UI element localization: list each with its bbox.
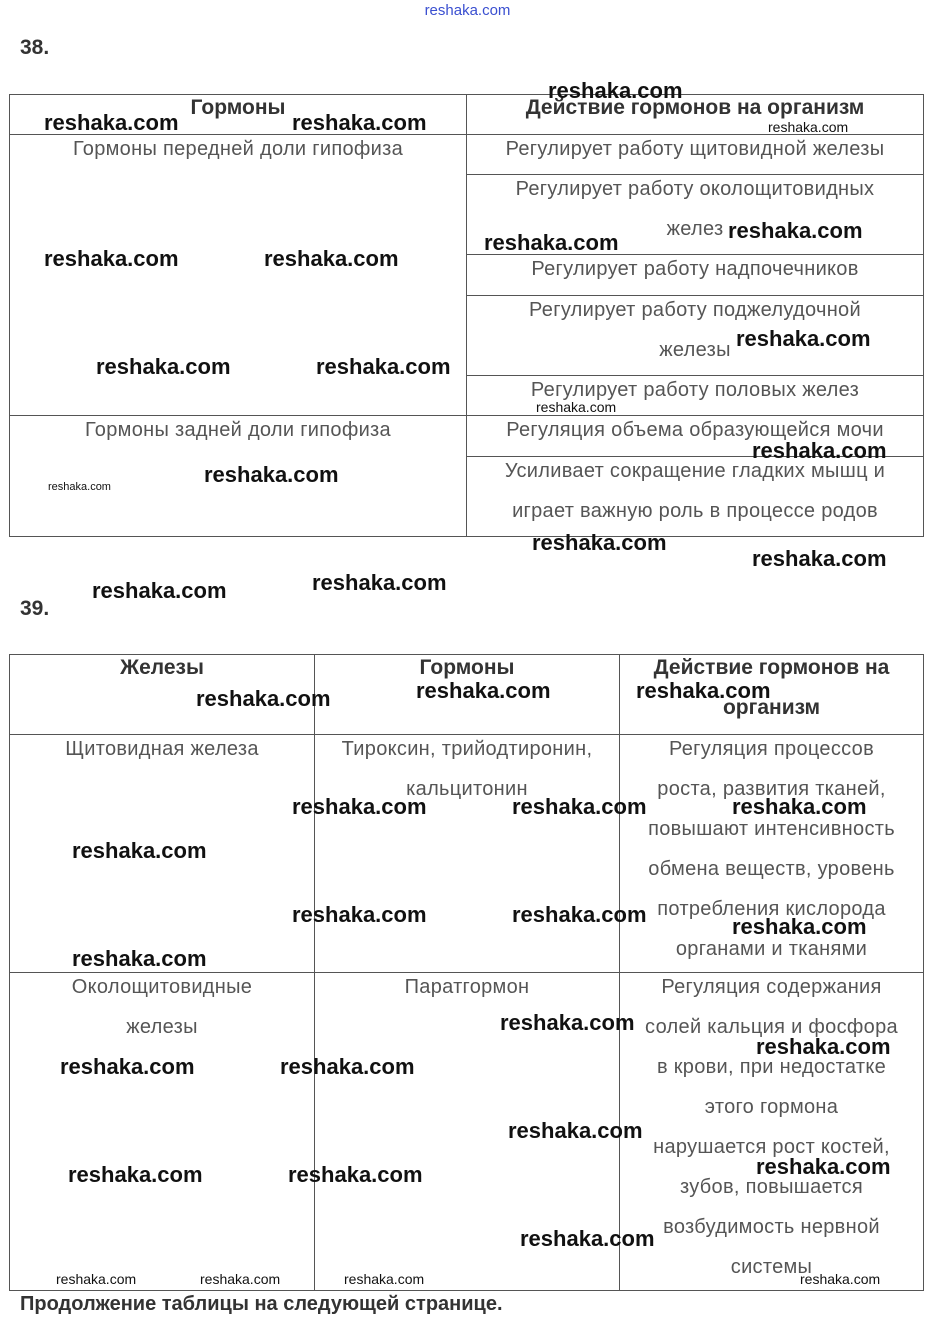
watermark: reshaka.com xyxy=(756,1034,891,1059)
table-cell xyxy=(314,734,620,973)
watermark: reshaka.com xyxy=(416,678,551,703)
cell-text: железы xyxy=(126,1016,198,1038)
watermark: reshaka.com xyxy=(344,1271,425,1287)
watermark: reshaka.com xyxy=(200,1271,281,1287)
cell-text: роста, развития тканей, xyxy=(657,778,886,800)
watermark: reshaka.com xyxy=(536,399,617,415)
watermark: reshaka.com xyxy=(96,354,231,379)
header-text: Действие гормонов на организм xyxy=(525,96,865,119)
watermark: reshaka.com xyxy=(196,686,331,711)
cell-text: Регулирует работу околощитовидных xyxy=(515,178,875,200)
watermark: reshaka.com xyxy=(752,546,887,571)
header-text: Гормоны xyxy=(419,656,515,679)
watermark: reshaka.com xyxy=(484,230,619,255)
cell-text: системы xyxy=(730,1256,813,1278)
header-text: Гормоны xyxy=(190,96,286,119)
watermark: reshaka.com xyxy=(728,218,863,243)
header-text: Железы xyxy=(120,656,204,679)
cell-text: Гормоны передней доли гипофиза xyxy=(72,138,403,160)
cell-text: играет важную роль в процессе родов xyxy=(512,500,878,522)
watermark: reshaka.com xyxy=(264,246,399,271)
watermark: reshaka.com xyxy=(44,246,179,271)
cell-text: обмена веществ, уровень xyxy=(648,858,895,880)
cell-text: зубов, повышается xyxy=(680,1176,863,1198)
watermark: reshaka.com xyxy=(532,530,667,555)
cell-text: железы xyxy=(659,339,731,361)
watermark: reshaka.com xyxy=(292,794,427,819)
cell-text: в крови, при недостатке xyxy=(656,1056,887,1078)
cell-text: Регулирует работу надпочечников xyxy=(531,258,859,280)
cell-text: Усиливает сокращение гладких мышц и xyxy=(504,460,886,482)
watermark: reshaka.com xyxy=(520,1226,655,1251)
watermark: reshaka.com xyxy=(732,794,867,819)
cell-text: солей кальция и фосфора xyxy=(645,1016,898,1038)
watermark: reshaka.com xyxy=(56,1271,137,1287)
header-text: Действие гормонов на xyxy=(653,656,890,679)
watermark: reshaka.com xyxy=(736,326,871,351)
task-39-number: 39. xyxy=(20,597,50,620)
cell-text: Щитовидная железа xyxy=(65,738,259,760)
cell-text: Гормоны задней доли гипофиза xyxy=(85,419,391,441)
cell-text: кальцитонин xyxy=(406,778,528,800)
cell-text: Тироксин, трийодтиронин, xyxy=(341,738,593,760)
watermark: reshaka.com xyxy=(800,1271,881,1287)
site-link[interactable]: reshaka.com xyxy=(424,2,511,19)
cell-text: Паратгормон xyxy=(404,976,530,998)
table-cell xyxy=(9,972,315,1291)
cell-text: желез xyxy=(666,218,724,240)
header-text: организм xyxy=(722,696,821,719)
cell-text: Регулирует работу поджелудочной xyxy=(529,299,861,321)
watermark: reshaka.com xyxy=(500,1010,635,1035)
watermark: reshaka.com xyxy=(768,119,849,135)
table-cell xyxy=(619,972,924,1291)
watermark: reshaka.com xyxy=(280,1054,415,1079)
watermark: reshaka.com xyxy=(512,902,647,927)
watermark: reshaka.com xyxy=(292,110,427,135)
watermark: reshaka.com xyxy=(44,110,179,135)
watermark: reshaka.com xyxy=(60,1054,195,1079)
watermark: reshaka.com xyxy=(68,1162,203,1187)
table-cell xyxy=(466,456,924,537)
watermark: reshaka.com xyxy=(72,838,207,863)
cell-text: возбудимость нервной xyxy=(663,1216,880,1238)
cell-text: Регулирует работу половых желез xyxy=(530,379,860,401)
cell-text: нарушается рост костей, xyxy=(653,1136,890,1158)
cell-text: Регулирует работу щитовидной железы xyxy=(505,138,885,160)
watermark: reshaka.com xyxy=(548,78,683,103)
cell-text: этого гормона xyxy=(704,1096,839,1118)
continuation-note: Продолжение таблицы на следующей странице. xyxy=(20,1293,503,1315)
cell-text: потребления кислорода xyxy=(657,898,886,920)
cell-text: Регуляция содержания xyxy=(661,976,882,998)
watermark: reshaka.com xyxy=(48,481,111,493)
watermark: reshaka.com xyxy=(508,1118,643,1143)
watermark: reshaka.com xyxy=(288,1162,423,1187)
watermark: reshaka.com xyxy=(92,578,227,603)
task-38-number: 38. xyxy=(20,36,50,59)
cell-text: Околощитовидные xyxy=(71,976,253,998)
watermark: reshaka.com xyxy=(732,914,867,939)
watermark: reshaka.com xyxy=(316,354,451,379)
cell-text: повышают интенсивность xyxy=(648,818,895,840)
watermark: reshaka.com xyxy=(636,678,771,703)
watermark: reshaka.com xyxy=(752,438,887,463)
watermark: reshaka.com xyxy=(756,1154,891,1179)
watermark: reshaka.com xyxy=(292,902,427,927)
cell-text: Регуляция объема образующейся мочи xyxy=(506,419,884,441)
watermark: reshaka.com xyxy=(72,946,207,971)
watermark: reshaka.com xyxy=(512,794,647,819)
watermark: reshaka.com xyxy=(204,462,339,487)
cell-text: органами и тканями xyxy=(675,938,868,960)
watermark: reshaka.com xyxy=(312,570,447,595)
cell-text: Регуляция процессов xyxy=(668,738,875,760)
